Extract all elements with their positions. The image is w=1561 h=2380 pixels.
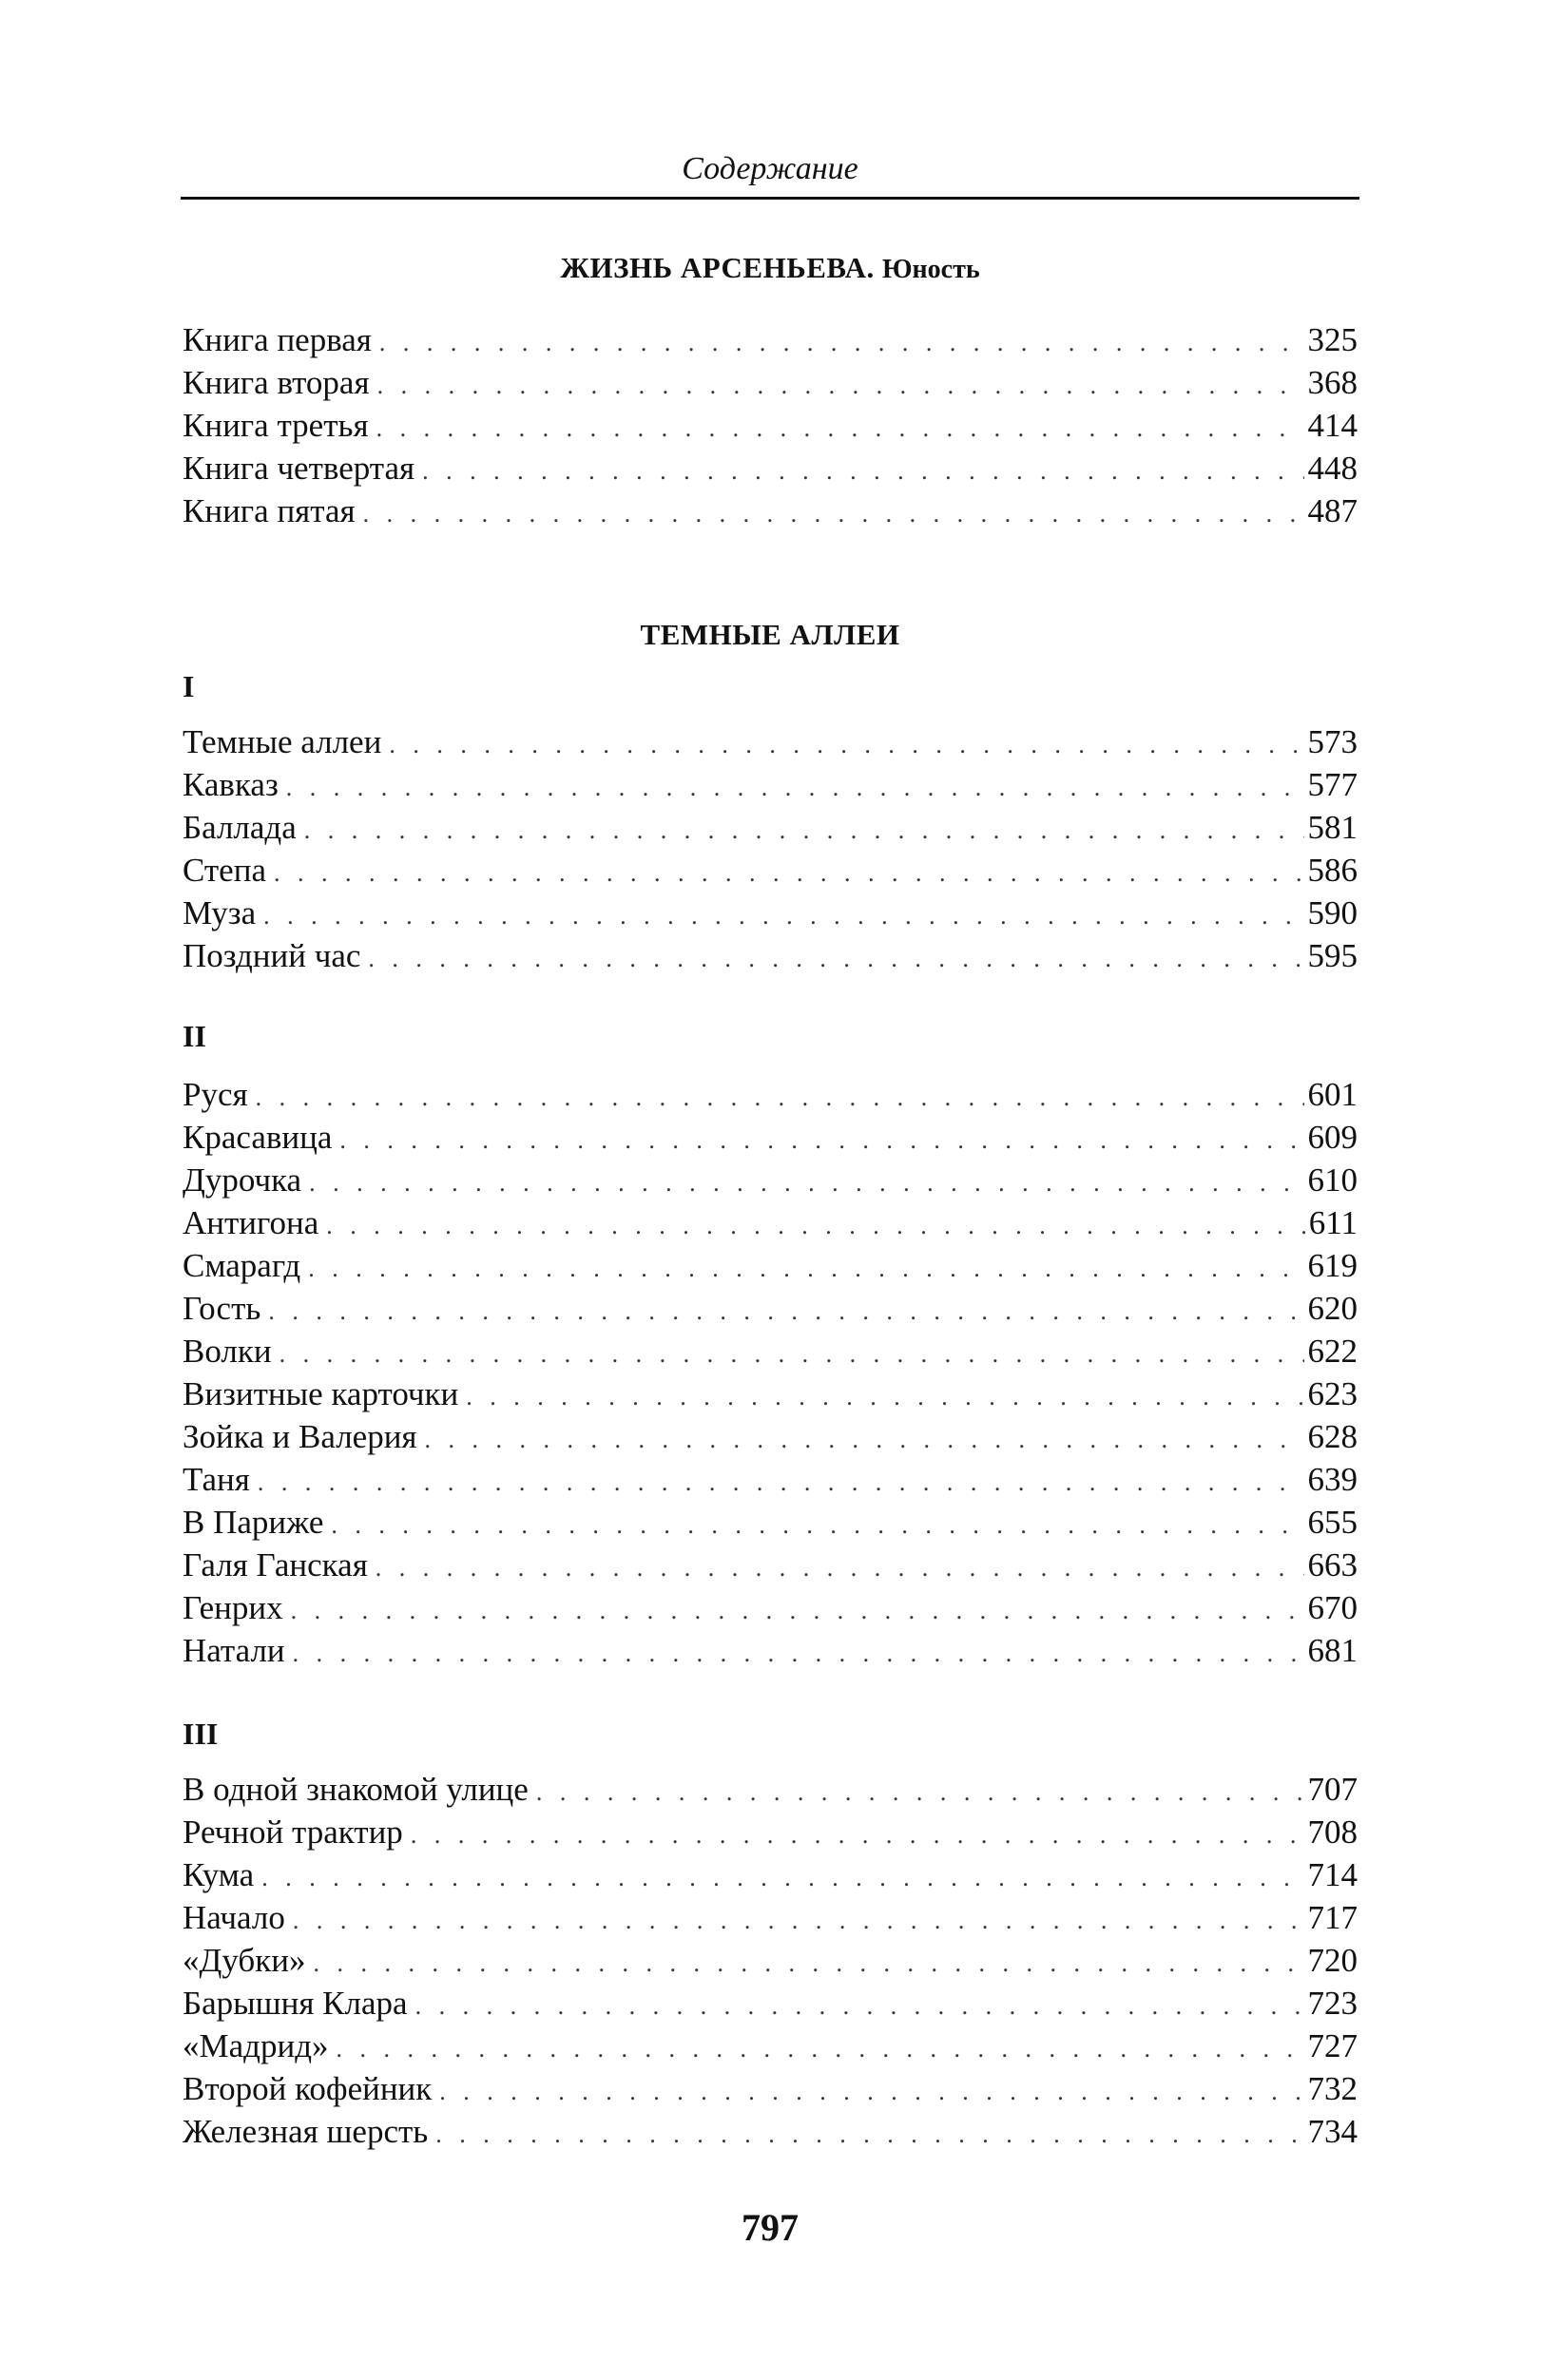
- toc-entry-page: 619: [1307, 1247, 1358, 1284]
- toc-dot-leader: [439, 2070, 1303, 2113]
- toc-dot-leader: [379, 321, 1304, 364]
- toc-entry[interactable]: [183, 318, 1358, 361]
- toc-entry[interactable]: [183, 806, 1358, 849]
- toc-entry-page: 655: [1307, 1504, 1358, 1541]
- toc-entry[interactable]: [183, 2025, 1358, 2067]
- toc-entry-page: 734: [1307, 2113, 1358, 2150]
- toc-entry-page: 708: [1307, 1814, 1358, 1851]
- toc-dot-leader: [291, 1589, 1304, 1632]
- toc-dot-leader: [415, 1985, 1304, 2027]
- toc-entry[interactable]: [183, 1330, 1358, 1372]
- toc-dot-leader: [363, 492, 1304, 535]
- toc-entry[interactable]: [183, 1287, 1358, 1330]
- toc-list-group-i: [183, 720, 1358, 977]
- toc-entry[interactable]: [183, 404, 1358, 447]
- toc-entry-page: 487: [1307, 492, 1358, 529]
- toc-entry-page: 727: [1307, 2027, 1358, 2064]
- toc-entry[interactable]: [183, 1458, 1358, 1501]
- toc-entry-title: Руся: [183, 1076, 248, 1113]
- toc-list-group-iii: [183, 1768, 1358, 2153]
- toc-entry-page: 707: [1307, 1771, 1358, 1808]
- toc-entry-title: Начало: [183, 1899, 285, 1936]
- toc-entry[interactable]: [183, 1811, 1358, 1853]
- toc-entry-page: 663: [1307, 1546, 1358, 1583]
- toc-dot-leader: [308, 1247, 1303, 1290]
- toc-dot-leader: [435, 2113, 1303, 2156]
- toc-list-zhizn-arsenieva: [183, 318, 1358, 532]
- toc-entry-title: Генрих: [183, 1589, 283, 1626]
- toc-entry[interactable]: [183, 2067, 1358, 2110]
- toc-entry-title: Дурочка: [183, 1161, 302, 1199]
- toc-entry[interactable]: [183, 1853, 1358, 1896]
- toc-entry[interactable]: [183, 720, 1358, 763]
- toc-entry-title: Галя Ганская: [183, 1546, 368, 1583]
- toc-entry-page: 325: [1307, 321, 1358, 358]
- toc-entry-page: 368: [1307, 364, 1358, 401]
- section-subtitle: Юность: [882, 255, 980, 284]
- toc-dot-leader: [263, 894, 1303, 937]
- toc-entry-title: Железная шерсть: [183, 2113, 429, 2150]
- toc-dot-leader: [377, 364, 1304, 407]
- toc-entry[interactable]: [183, 1073, 1358, 1116]
- toc-entry-title: Темные аллеи: [183, 723, 382, 760]
- toc-dot-leader: [411, 1814, 1304, 1856]
- toc-dot-leader: [337, 2027, 1304, 2070]
- toc-dot-leader: [368, 937, 1303, 980]
- toc-entry[interactable]: [183, 934, 1358, 977]
- toc-entry-page: 590: [1307, 894, 1358, 931]
- toc-entry-page: 628: [1307, 1418, 1358, 1455]
- toc-entry-page: 670: [1307, 1589, 1358, 1626]
- toc-entry[interactable]: [183, 763, 1358, 806]
- toc-entry-title: «Дубки»: [183, 1942, 306, 1979]
- toc-entry-page: 681: [1307, 1632, 1358, 1669]
- toc-entry-page: 586: [1307, 852, 1358, 889]
- toc-entry-page: 577: [1307, 766, 1358, 803]
- page-number: 797: [742, 2206, 799, 2249]
- toc-dot-leader: [286, 766, 1304, 809]
- toc-dot-leader: [293, 1632, 1304, 1675]
- toc-entry[interactable]: [183, 1372, 1358, 1415]
- toc-entry[interactable]: [183, 1544, 1358, 1586]
- toc-dot-leader: [376, 1546, 1304, 1589]
- toc-entry-title: В Париже: [183, 1504, 324, 1541]
- toc-entry-page: 720: [1307, 1942, 1358, 1979]
- toc-entry[interactable]: [183, 849, 1358, 892]
- toc-entry-title: Книга третья: [183, 407, 369, 444]
- toc-entry-page: 573: [1307, 723, 1358, 760]
- toc-entry[interactable]: [183, 1768, 1358, 1811]
- toc-entry[interactable]: [183, 1201, 1358, 1244]
- toc-entry-title: Баллада: [183, 809, 297, 846]
- toc-entry-page: 601: [1307, 1076, 1358, 1113]
- toc-dot-leader: [326, 1204, 1305, 1247]
- toc-dot-leader: [389, 723, 1303, 766]
- toc-entry-title: В одной знакомой улице: [183, 1771, 529, 1808]
- group-label-i: I: [183, 669, 195, 703]
- toc-entry-page: 717: [1307, 1899, 1358, 1936]
- toc-entry-title: Зойка и Валерия: [183, 1418, 417, 1455]
- toc-entry-title: Поздний час: [183, 937, 361, 974]
- toc-dot-leader: [422, 450, 1303, 492]
- toc-entry[interactable]: [183, 1501, 1358, 1544]
- toc-list-group-ii: [183, 1073, 1358, 1672]
- toc-dot-leader: [376, 407, 1304, 450]
- toc-entry[interactable]: [183, 1939, 1358, 1982]
- toc-entry-page: 639: [1307, 1461, 1358, 1498]
- toc-entry[interactable]: [183, 489, 1358, 532]
- toc-entry-page: 732: [1307, 2070, 1358, 2107]
- toc-dot-leader: [293, 1899, 1304, 1942]
- toc-entry-title: Муза: [183, 894, 257, 931]
- section-title-temnye-allei: ТЕМНЫЕ АЛЛЕИ: [640, 618, 900, 651]
- toc-dot-leader: [309, 1161, 1303, 1204]
- toc-dot-leader: [258, 1461, 1304, 1504]
- toc-entry-title: Красавица: [183, 1119, 333, 1156]
- toc-dot-leader: [279, 1333, 1304, 1375]
- toc-entry-title: Степа: [183, 852, 266, 889]
- toc-dot-leader: [313, 1942, 1303, 1985]
- toc-entry-title: Книга вторая: [183, 364, 370, 401]
- toc-dot-leader: [331, 1504, 1303, 1546]
- toc-entry-title: Визитные карточки: [183, 1375, 459, 1412]
- toc-entry-title: Волки: [183, 1333, 272, 1370]
- toc-entry-title: Барышня Клара: [183, 1985, 408, 2022]
- toc-entry-page: 609: [1307, 1119, 1358, 1156]
- toc-entry-title: Книга первая: [183, 321, 372, 358]
- toc-entry-title: Кавказ: [183, 766, 279, 803]
- toc-entry-title: Таня: [183, 1461, 250, 1498]
- toc-entry-page: 414: [1307, 407, 1358, 444]
- section-title-zhizn-arsenieva: [181, 249, 1359, 289]
- toc-entry[interactable]: [183, 1629, 1358, 1672]
- running-header: Содержание: [682, 151, 858, 186]
- toc-dot-leader: [425, 1418, 1304, 1461]
- toc-entry-title: Второй кофейник: [183, 2070, 433, 2107]
- toc-dot-leader: [261, 1856, 1303, 1899]
- toc-entry[interactable]: [183, 1116, 1358, 1159]
- toc-entry-title: Антигона: [183, 1204, 319, 1241]
- toc-entry-page: 581: [1307, 809, 1358, 846]
- section-title-main: ЖИЗНЬ АРСЕНЬЕВА.: [560, 251, 875, 284]
- toc-entry-page: 448: [1307, 450, 1358, 487]
- toc-entry-page: 623: [1307, 1375, 1358, 1412]
- toc-entry[interactable]: [183, 1896, 1358, 1939]
- toc-entry-page: 595: [1307, 937, 1358, 974]
- toc-dot-leader: [274, 852, 1304, 894]
- toc-entry-title: Натали: [183, 1632, 285, 1669]
- toc-dot-leader: [536, 1771, 1304, 1814]
- toc-entry[interactable]: [183, 2110, 1358, 2153]
- toc-entry[interactable]: [183, 447, 1358, 489]
- toc-entry-page: 723: [1307, 1985, 1358, 2022]
- toc-entry-title: Смарагд: [183, 1247, 301, 1284]
- toc-entry-title: Книга четвертая: [183, 450, 415, 487]
- group-label-ii: II: [183, 1019, 206, 1053]
- toc-entry-title: «Мадрид»: [183, 2027, 329, 2064]
- toc-dot-leader: [466, 1375, 1303, 1418]
- toc-entry-title: Гость: [183, 1290, 261, 1327]
- toc-entry[interactable]: [183, 1244, 1358, 1287]
- toc-entry[interactable]: [183, 361, 1358, 404]
- group-label-iii: III: [183, 1717, 219, 1751]
- toc-entry-page: 620: [1307, 1290, 1358, 1327]
- toc-dot-leader: [256, 1076, 1304, 1119]
- toc-entry-title: Книга пятая: [183, 492, 356, 529]
- toc-dot-leader: [339, 1119, 1303, 1161]
- toc-entry-page: 714: [1307, 1856, 1358, 1893]
- toc-dot-leader: [304, 809, 1304, 852]
- toc-dot-leader: [268, 1290, 1303, 1333]
- toc-entry[interactable]: [183, 1415, 1358, 1458]
- toc-entry-page: 611: [1308, 1204, 1358, 1241]
- toc-entry-page: 610: [1307, 1161, 1358, 1199]
- toc-entry-title: Кума: [183, 1856, 255, 1893]
- toc-entry-title: Речной трактир: [183, 1814, 403, 1851]
- toc-entry[interactable]: [183, 892, 1358, 934]
- toc-entry[interactable]: [183, 1982, 1358, 2025]
- header-rule: [181, 197, 1359, 200]
- toc-entry[interactable]: [183, 1586, 1358, 1629]
- toc-entry[interactable]: [183, 1159, 1358, 1201]
- toc-entry-page: 622: [1307, 1333, 1358, 1370]
